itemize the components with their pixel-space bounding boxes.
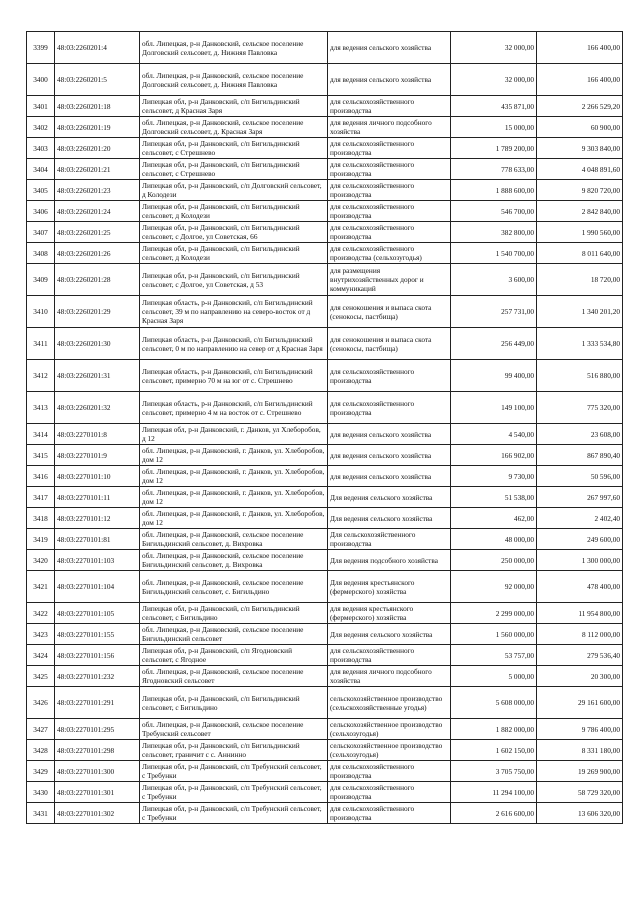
table-row [27, 466, 623, 487]
address-cell: Липецкая обл, р-н Данковский, с/п Бигильдинский сельсовет, граничит с с. Аннинно [140, 740, 328, 761]
row-number-cell: 3420 [27, 550, 55, 571]
cadastral-number-cell: 48:03:2270101:103 [55, 550, 140, 571]
cadastral-number-cell: 48:03:2260201:29 [55, 296, 140, 328]
area-cell: 99 400,00 [451, 360, 537, 392]
address-cell: обл. Липецкая, р-н Данковский, сельское поселение Долговский сельсовет, д. Красная Заря [140, 117, 328, 138]
address-cell: обл. Липецкая, р-н Данковский, сельское поселение Бигильдинский сельсовет, д. Вихровка [140, 550, 328, 571]
area-cell: 51 538,00 [451, 487, 537, 508]
row-number-cell: 3423 [27, 624, 55, 645]
row-number-cell: 3430 [27, 782, 55, 803]
permitted-use-cell: для ведения личного подсобного хозяйства [328, 117, 451, 138]
cadastral-number-cell: 48:03:2270101:295 [55, 719, 140, 740]
cadastral-value-cell: 775 320,00 [537, 392, 623, 424]
cadastral-number-cell: 48:03:2270101:10 [55, 466, 140, 487]
cadastral-number-cell: 48:03:2260201:28 [55, 264, 140, 296]
address-cell: обл. Липецкая, р-н Данковский, г. Данков, ул. Хлеборобов, дом 12 [140, 445, 328, 466]
permitted-use-cell: Для ведения сельского хозяйства [328, 508, 451, 529]
area-cell: 250 000,00 [451, 550, 537, 571]
cadastral-number-cell: 48:03:2260201:24 [55, 201, 140, 222]
address-cell: обл. Липецкая, р-н Данковский, сельское поселение Долговский сельсовет, д. Нижняя Павловка [140, 64, 328, 96]
cadastral-number-cell: 48:03:2260201:20 [55, 138, 140, 159]
table-row [27, 487, 623, 508]
table-row [27, 64, 623, 96]
permitted-use-cell: Для сельскохозяйственного производства [328, 529, 451, 550]
cadastral-number-cell: 48:03:2270101:155 [55, 624, 140, 645]
address-cell: Липецкая обл, р-н Данковский, с/п Ягодновский сельсовет, с Ягодное [140, 645, 328, 666]
row-number-cell: 3411 [27, 328, 55, 360]
table-row [27, 296, 623, 328]
table-row [27, 666, 623, 687]
area-cell: 4 540,00 [451, 424, 537, 445]
cadastral-number-cell: 48:03:2260201:5 [55, 64, 140, 96]
table-row [27, 761, 623, 782]
permitted-use-cell: для сельскохозяйственного производства [328, 360, 451, 392]
cadastral-value-cell: 11 954 800,00 [537, 603, 623, 624]
row-number-cell: 3401 [27, 96, 55, 117]
address-cell: обл. Липецкая, р-н Данковский, г. Данков, ул. Хлеборобов, дом 12 [140, 487, 328, 508]
table-row [27, 117, 623, 138]
row-number-cell: 3428 [27, 740, 55, 761]
table-row [27, 222, 623, 243]
cadastral-number-cell: 48:03:2270101:302 [55, 803, 140, 824]
row-number-cell: 3429 [27, 761, 55, 782]
cadastral-value-cell: 249 600,00 [537, 529, 623, 550]
table-row [27, 571, 623, 603]
cadastral-value-cell: 867 890,40 [537, 445, 623, 466]
address-cell: Липецкая обл, р-н Данковский, с/п Бигильдинский сельсовет, д Колодези [140, 201, 328, 222]
permitted-use-cell: Для ведения крестьянского (фермерского) хозяйства [328, 571, 451, 603]
table-row [27, 96, 623, 117]
area-cell: 92 000,00 [451, 571, 537, 603]
permitted-use-cell: для сельскохозяйственного производства [328, 645, 451, 666]
address-cell: обл. Липецкая, р-н Данковский, сельское поселение Бигильдинский сельсовет, д. Вихровка [140, 529, 328, 550]
table-body [27, 32, 623, 824]
permitted-use-cell: для ведения крестьянского (фермерского) хозяйства [328, 603, 451, 624]
area-cell: 1 888 600,00 [451, 180, 537, 201]
cadastral-value-cell: 1 300 000,00 [537, 550, 623, 571]
address-cell: Липецкая обл, р-н Данковский, с/п Бигильдинский сельсовет, с Бигильдино [140, 687, 328, 719]
address-cell: Липецкая область, р-н Данковский, с/п Бигильдинский сельсовет, примерно 70 м на юг от с. Стрешнево [140, 360, 328, 392]
cadastral-number-cell: 48:03:2260201:23 [55, 180, 140, 201]
cadastral-number-cell: 48:03:2270101:232 [55, 666, 140, 687]
permitted-use-cell: Для ведения подсобного хозяйства [328, 550, 451, 571]
address-cell: Липецкая обл, р-н Данковский, с/п Бигильдинский сельсовет, с Долгое, ул Советская, 66 [140, 222, 328, 243]
cadastral-number-cell: 48:03:2260201:21 [55, 159, 140, 180]
cadastral-number-cell: 48:03:2270101:12 [55, 508, 140, 529]
address-cell: обл. Липецкая, р-н Данковский, г. Данков, ул. Хлеборобов, дом 12 [140, 508, 328, 529]
table-row [27, 180, 623, 201]
permitted-use-cell: для сельскохозяйственного производства [328, 159, 451, 180]
row-number-cell: 3418 [27, 508, 55, 529]
permitted-use-cell: для сельскохозяйственного производства [328, 96, 451, 117]
table-row [27, 603, 623, 624]
table-row [27, 201, 623, 222]
permitted-use-cell: для сенокошения и выпаса скота (сенокосы, пастбища) [328, 296, 451, 328]
address-cell: обл. Липецкая, р-н Данковский, сельское поселение Требунский сельсовет [140, 719, 328, 740]
cadastral-value-cell: 2 402,40 [537, 508, 623, 529]
area-cell: 2 299 000,00 [451, 603, 537, 624]
row-number-cell: 3417 [27, 487, 55, 508]
row-number-cell: 3415 [27, 445, 55, 466]
cadastral-value-cell: 267 997,60 [537, 487, 623, 508]
area-cell: 546 700,00 [451, 201, 537, 222]
permitted-use-cell: для ведения сельского хозяйства [328, 64, 451, 96]
cadastral-number-cell: 48:03:2260201:32 [55, 392, 140, 424]
permitted-use-cell: для сельскохозяйственного производства [328, 138, 451, 159]
address-cell: Липецкая обл, р-н Данковский, с/п Требунский сельсовет, с Требунки [140, 761, 328, 782]
permitted-use-cell: Для ведения сельского хозяйства [328, 624, 451, 645]
cadastral-number-cell: 48:03:2270101:105 [55, 603, 140, 624]
permitted-use-cell: для сельскохозяйственного производства [328, 782, 451, 803]
area-cell: 382 800,00 [451, 222, 537, 243]
row-number-cell: 3404 [27, 159, 55, 180]
permitted-use-cell: для сенокошения и выпаса скота (сенокосы, пастбища) [328, 328, 451, 360]
cadastral-number-cell: 48:03:2270101:9 [55, 445, 140, 466]
address-cell: обл. Липецкая, р-н Данковский, г. Данков, ул. Хлеборобов, дом 12 [140, 466, 328, 487]
cadastral-value-cell: 1 340 201,20 [537, 296, 623, 328]
area-cell: 5 000,00 [451, 666, 537, 687]
cadastral-value-cell: 4 048 891,60 [537, 159, 623, 180]
area-cell: 257 731,00 [451, 296, 537, 328]
cadastral-value-cell: 58 729 320,00 [537, 782, 623, 803]
cadastral-value-cell: 8 112 000,00 [537, 624, 623, 645]
address-cell: Липецкая обл, р-н Данковский, с/п Требунский сельсовет, с Требунки [140, 782, 328, 803]
cadastral-value-cell: 23 608,00 [537, 424, 623, 445]
address-cell: Липецкая обл, р-н Данковский, с/п Бигильдинский сельсовет, д Колодези [140, 243, 328, 264]
row-number-cell: 3400 [27, 64, 55, 96]
row-number-cell: 3414 [27, 424, 55, 445]
row-number-cell: 3427 [27, 719, 55, 740]
table-row [27, 645, 623, 666]
row-number-cell: 3425 [27, 666, 55, 687]
row-number-cell: 3424 [27, 645, 55, 666]
area-cell: 1 789 200,00 [451, 138, 537, 159]
address-cell: Липецкая обл, р-н Данковский, с/п Требунский сельсовет, с Требунки [140, 803, 328, 824]
address-cell: обл. Липецкая, р-н Данковский, сельское поселение Ягодновский сельсовет [140, 666, 328, 687]
table-row [27, 508, 623, 529]
address-cell: обл. Липецкая, р-н Данковский, сельское поселение Бигильдинский сельсовет, с. Бигильдино [140, 571, 328, 603]
permitted-use-cell: для сельскохозяйственного производства [328, 201, 451, 222]
area-cell: 32 000,00 [451, 32, 537, 64]
cadastral-number-cell: 48:03:2260201:4 [55, 32, 140, 64]
cadastral-value-cell: 1 990 560,00 [537, 222, 623, 243]
area-cell: 256 449,00 [451, 328, 537, 360]
cadastral-value-cell: 8 011 640,00 [537, 243, 623, 264]
table-row [27, 424, 623, 445]
table-row [27, 159, 623, 180]
area-cell: 15 000,00 [451, 117, 537, 138]
address-cell: Липецкая обл, р-н Данковский, с/п Бигильдинский сельсовет, с Стрешнево [140, 159, 328, 180]
cadastral-number-cell: 48:03:2270101:8 [55, 424, 140, 445]
cadastral-value-cell: 2 842 840,00 [537, 201, 623, 222]
table-row [27, 803, 623, 824]
cadastral-value-cell: 1 333 534,80 [537, 328, 623, 360]
cadastral-value-cell: 9 820 720,00 [537, 180, 623, 201]
permitted-use-cell: для сельскохозяйственного производства [328, 392, 451, 424]
table-row [27, 32, 623, 64]
address-cell: Липецкая область, р-н Данковский, с/п Бигильдинский сельсовет, 39 м по направлению на северо-восток от д Красная Заря [140, 296, 328, 328]
permitted-use-cell: для размещения внутрихозяйственных дорог и коммуникаций [328, 264, 451, 296]
permitted-use-cell: для сельскохозяйственного производства [328, 180, 451, 201]
area-cell: 3 600,00 [451, 264, 537, 296]
address-cell: Липецкая обл, р-н Данковский, с/п Бигильдинский сельсовет, д Красная Заря [140, 96, 328, 117]
address-cell: Липецкая обл, р-н Данковский, с/п Долговский сельсовет, д Колодези [140, 180, 328, 201]
cadastral-number-cell: 48:03:2270101:81 [55, 529, 140, 550]
permitted-use-cell: для ведения сельского хозяйства [328, 424, 451, 445]
table-row [27, 529, 623, 550]
cadastral-number-cell: 48:03:2260201:31 [55, 360, 140, 392]
cadastral-number-cell: 48:03:2270101:300 [55, 761, 140, 782]
area-cell: 1 560 000,00 [451, 624, 537, 645]
table-row [27, 264, 623, 296]
permitted-use-cell: для ведения личного подсобного хозяйства [328, 666, 451, 687]
row-number-cell: 3422 [27, 603, 55, 624]
row-number-cell: 3419 [27, 529, 55, 550]
address-cell: Липецкая обл, р-н Данковский, с/п Бигильдинский сельсовет, с Бигильдино [140, 603, 328, 624]
permitted-use-cell: для сельскохозяйственного производства [328, 222, 451, 243]
cadastral-value-cell: 166 400,00 [537, 64, 623, 96]
permitted-use-cell: для сельскохозяйственного производства [328, 761, 451, 782]
cadastral-value-cell: 9 303 840,00 [537, 138, 623, 159]
address-cell: Липецкая область, р-н Данковский, с/п Бигильдинский сельсовет, 0 м по направлению на север от д Красная Заря [140, 328, 328, 360]
land-plot-table [26, 31, 623, 824]
cadastral-value-cell: 18 720,00 [537, 264, 623, 296]
area-cell: 2 616 600,00 [451, 803, 537, 824]
cadastral-value-cell: 279 536,40 [537, 645, 623, 666]
cadastral-number-cell: 48:03:2270101:11 [55, 487, 140, 508]
area-cell: 1 882 000,00 [451, 719, 537, 740]
table-row [27, 392, 623, 424]
area-cell: 48 000,00 [451, 529, 537, 550]
area-cell: 3 705 750,00 [451, 761, 537, 782]
address-cell: Липецкая обл, р-н Данковский, г. Данков, ул Хлеборобов, д 12 [140, 424, 328, 445]
address-cell: Липецкая обл, р-н Данковский, с/п Бигильдинский сельсовет, с Стрешнево [140, 138, 328, 159]
row-number-cell: 3402 [27, 117, 55, 138]
row-number-cell: 3431 [27, 803, 55, 824]
cadastral-value-cell: 516 880,00 [537, 360, 623, 392]
cadastral-number-cell: 48:03:2260201:30 [55, 328, 140, 360]
address-cell: Липецкая область, р-н Данковский, с/п Бигильдинский сельсовет, примерно 4 м на восток от с. Стрешнево [140, 392, 328, 424]
permitted-use-cell: сельскохозяйственное производство (сельскохозяйственные угодья) [328, 687, 451, 719]
row-number-cell: 3409 [27, 264, 55, 296]
table-row [27, 782, 623, 803]
cadastral-number-cell: 48:03:2260201:25 [55, 222, 140, 243]
cadastral-number-cell: 48:03:2270101:291 [55, 687, 140, 719]
row-number-cell: 3405 [27, 180, 55, 201]
row-number-cell: 3412 [27, 360, 55, 392]
address-cell: обл. Липецкая, р-н Данковский, сельское поселение Бигильдинский сельсовет [140, 624, 328, 645]
permitted-use-cell: сельскохозяйственное производство (сельхозугодья) [328, 740, 451, 761]
area-cell: 149 100,00 [451, 392, 537, 424]
area-cell: 462,00 [451, 508, 537, 529]
row-number-cell: 3399 [27, 32, 55, 64]
permitted-use-cell: для ведения сельского хозяйства [328, 466, 451, 487]
address-cell: Липецкая обл, р-н Данковский, с/п Бигильдинский сельсовет, с Долгое, ул Советская, д 53 [140, 264, 328, 296]
table-row [27, 243, 623, 264]
cadastral-value-cell: 19 269 900,00 [537, 761, 623, 782]
table-row [27, 138, 623, 159]
table-row [27, 445, 623, 466]
permitted-use-cell: для ведения сельского хозяйства [328, 445, 451, 466]
table-row [27, 719, 623, 740]
table-row [27, 740, 623, 761]
area-cell: 11 294 100,00 [451, 782, 537, 803]
cadastral-number-cell: 48:03:2270101:104 [55, 571, 140, 603]
cadastral-value-cell: 13 606 320,00 [537, 803, 623, 824]
cadastral-value-cell: 8 331 180,00 [537, 740, 623, 761]
area-cell: 1 602 150,00 [451, 740, 537, 761]
cadastral-value-cell: 20 300,00 [537, 666, 623, 687]
permitted-use-cell: для сельскохозяйственного производства [328, 803, 451, 824]
cadastral-number-cell: 48:03:2270101:156 [55, 645, 140, 666]
row-number-cell: 3406 [27, 201, 55, 222]
row-number-cell: 3413 [27, 392, 55, 424]
cadastral-number-cell: 48:03:2270101:298 [55, 740, 140, 761]
table-row [27, 328, 623, 360]
permitted-use-cell: для сельскохозяйственного производства (сельхозугодья) [328, 243, 451, 264]
cadastral-value-cell: 9 786 400,00 [537, 719, 623, 740]
cadastral-number-cell: 48:03:2260201:19 [55, 117, 140, 138]
area-cell: 1 540 700,00 [451, 243, 537, 264]
area-cell: 32 000,00 [451, 64, 537, 96]
row-number-cell: 3416 [27, 466, 55, 487]
permitted-use-cell: Для ведения сельского хозяйства [328, 487, 451, 508]
row-number-cell: 3408 [27, 243, 55, 264]
cadastral-value-cell: 478 400,00 [537, 571, 623, 603]
row-number-cell: 3421 [27, 571, 55, 603]
address-cell: обл. Липецкая, р-н Данковский, сельское поселение Долговский сельсовет, д. Нижняя Павловка [140, 32, 328, 64]
cadastral-value-cell: 29 161 600,00 [537, 687, 623, 719]
area-cell: 5 608 000,00 [451, 687, 537, 719]
row-number-cell: 3426 [27, 687, 55, 719]
table-row [27, 360, 623, 392]
area-cell: 9 730,00 [451, 466, 537, 487]
area-cell: 166 902,00 [451, 445, 537, 466]
area-cell: 53 757,00 [451, 645, 537, 666]
cadastral-value-cell: 60 900,00 [537, 117, 623, 138]
area-cell: 435 871,00 [451, 96, 537, 117]
area-cell: 778 633,00 [451, 159, 537, 180]
cadastral-value-cell: 50 596,00 [537, 466, 623, 487]
row-number-cell: 3410 [27, 296, 55, 328]
row-number-cell: 3407 [27, 222, 55, 243]
permitted-use-cell: для ведения сельского хозяйства [328, 32, 451, 64]
table-row [27, 624, 623, 645]
permitted-use-cell: сельскохозяйственное производство (сельхозугодья) [328, 719, 451, 740]
row-number-cell: 3403 [27, 138, 55, 159]
cadastral-number-cell: 48:03:2260201:18 [55, 96, 140, 117]
cadastral-value-cell: 2 266 529,20 [537, 96, 623, 117]
table-row [27, 550, 623, 571]
cadastral-value-cell: 166 400,00 [537, 32, 623, 64]
cadastral-number-cell: 48:03:2260201:26 [55, 243, 140, 264]
table-row [27, 687, 623, 719]
cadastral-number-cell: 48:03:2270101:301 [55, 782, 140, 803]
